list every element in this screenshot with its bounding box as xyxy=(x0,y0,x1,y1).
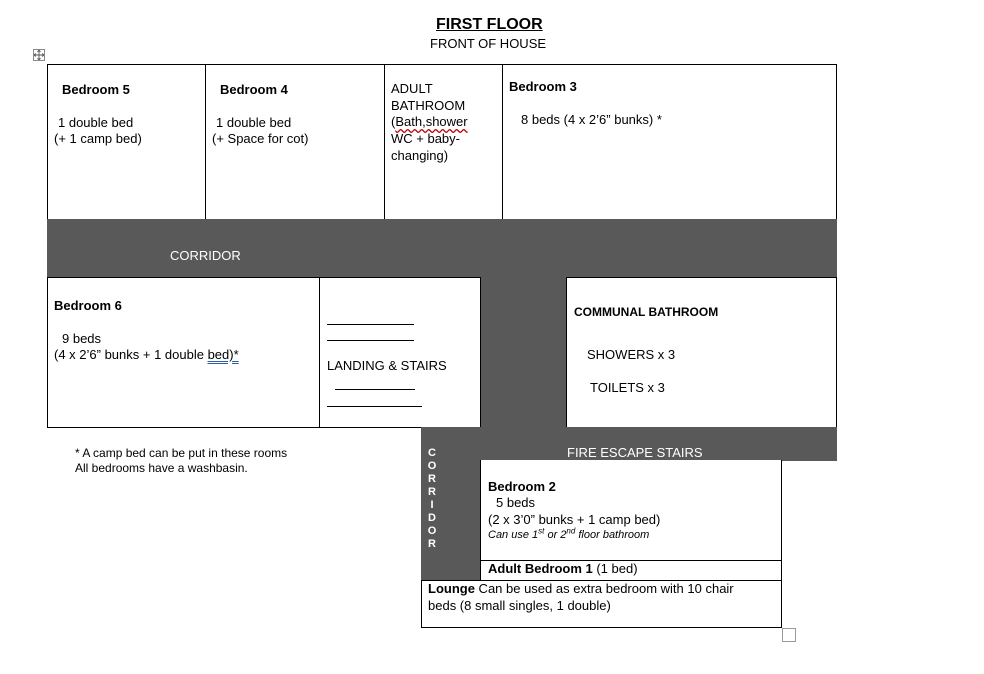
footnote-washbasin: All bedrooms have a washbasin. xyxy=(75,461,248,475)
bedroom-2-beds: 5 beds xyxy=(496,495,536,510)
fire-escape-label: FIRE ESCAPE STAIRS xyxy=(567,445,703,460)
bedroom-4-beds: 1 double bed xyxy=(216,115,292,130)
corridor-vertical-label xyxy=(422,447,442,551)
adult-bathroom-paren: ( xyxy=(391,114,396,129)
note-sup: st xyxy=(538,526,545,536)
bedroom-6-detail-text: (4 x 2’6” bunks + 1 double xyxy=(54,347,208,362)
note-sup: nd xyxy=(566,526,576,536)
bedroom-5-name: Bedroom 5 xyxy=(62,82,130,97)
bedroom-3-name: Bedroom 3 xyxy=(509,79,577,94)
bedroom-2-note xyxy=(488,527,649,543)
adult-bathroom-fixtures[interactable]: Bath,shower xyxy=(395,114,468,129)
bedroom-6-beds: 9 beds xyxy=(62,331,102,346)
footnote-camp-bed: * A camp bed can be put in these rooms xyxy=(75,446,288,460)
page-subtitle: FRONT OF HOUSE xyxy=(430,36,547,51)
corridor-horizontal xyxy=(47,219,837,277)
adult-bathroom-line4: WC + baby- xyxy=(391,131,460,146)
adult-bedroom-1 xyxy=(488,561,638,577)
resize-handle-icon[interactable] xyxy=(782,628,796,642)
adult-bedroom-1-detail: (1 bed) xyxy=(592,561,638,576)
corridor-vertical-letter: R xyxy=(428,538,436,550)
lounge-name: Lounge xyxy=(428,581,475,596)
stair-line xyxy=(327,406,422,407)
note-text: or 2 xyxy=(544,529,567,541)
corridor-vertical-letter: O xyxy=(427,460,437,472)
communal-bathroom-name: COMMUNAL BATHROOM xyxy=(574,305,719,319)
communal-bathroom-toilets: TOILETS x 3 xyxy=(590,380,665,395)
bedroom-3-beds: 8 beds (4 x 2’6” bunks) * xyxy=(521,112,662,127)
note-text: Can use 1 xyxy=(488,529,539,541)
bedroom-4-extra: (+ Space for cot) xyxy=(212,131,309,146)
lounge-line2: beds (8 small singles, 1 double) xyxy=(428,598,611,613)
landing-label: LANDING & STAIRS xyxy=(327,358,447,373)
bedroom-6-name: Bedroom 6 xyxy=(54,298,122,313)
bedroom-6-detail-flagged[interactable]: bed)* xyxy=(207,347,239,362)
corridor-junction xyxy=(481,277,567,428)
corridor-vertical-letter: R xyxy=(428,486,436,498)
corridor-vertical-letter: R xyxy=(428,473,436,485)
bedroom-5-beds: 1 double bed xyxy=(58,115,134,130)
bedroom-4-name: Bedroom 4 xyxy=(220,82,288,97)
adult-bathroom-line2: BATHROOM xyxy=(391,98,466,113)
adult-bathroom-line1: ADULT xyxy=(391,81,433,96)
stair-line xyxy=(327,340,414,341)
corridor-label: CORRIDOR xyxy=(170,248,241,263)
stair-line xyxy=(327,324,414,325)
adult-bathroom-line3 xyxy=(391,114,468,130)
page-title: FIRST FLOOR xyxy=(436,16,543,33)
adult-bathroom-line5: changing) xyxy=(391,148,449,163)
move-handle-icon[interactable] xyxy=(33,49,45,61)
communal-bathroom-showers: SHOWERS x 3 xyxy=(587,347,676,362)
bedroom-2-name: Bedroom 2 xyxy=(488,479,556,494)
adult-bedroom-1-name: Adult Bedroom 1 xyxy=(488,561,593,576)
corridor-vertical-letter: D xyxy=(428,512,436,524)
corridor-vertical-letter: I xyxy=(430,499,434,511)
bedroom-6-detail xyxy=(54,347,239,363)
stair-line xyxy=(335,389,415,390)
bedroom-2-detail: (2 x 3’0” bunks + 1 camp bed) xyxy=(488,512,661,527)
lounge-desc: Can be used as extra bedroom with 10 chair xyxy=(474,581,734,596)
lounge-line1 xyxy=(428,581,734,597)
corridor-vertical-letter: O xyxy=(427,525,437,537)
corridor-vertical-letter: C xyxy=(428,447,436,459)
note-text: floor bathroom xyxy=(575,529,650,541)
bedroom-5-extra: (+ 1 camp bed) xyxy=(54,131,142,146)
